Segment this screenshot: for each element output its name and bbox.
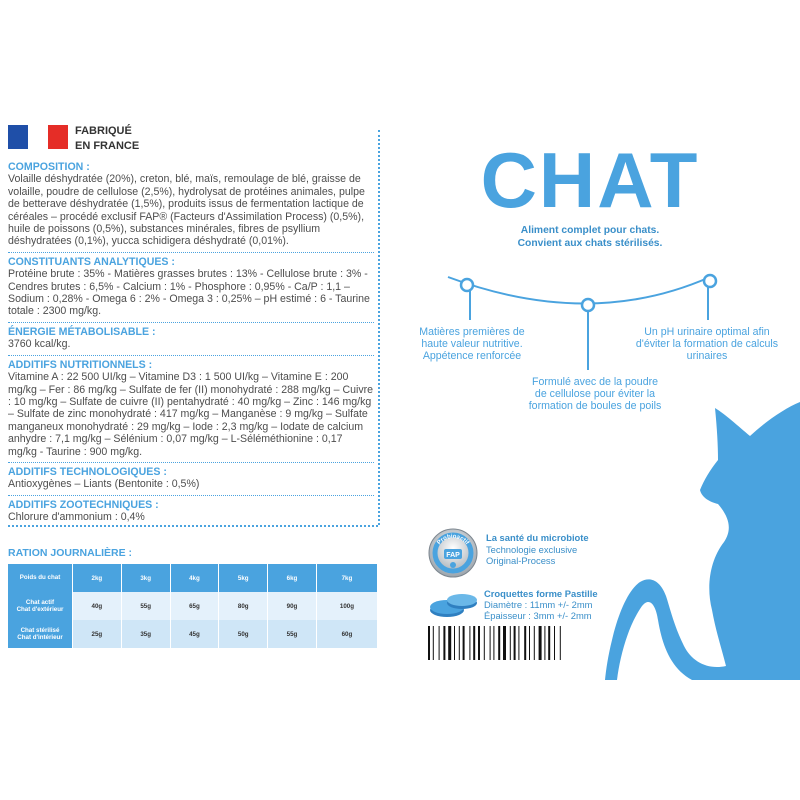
weight-cell: 4kg [170, 564, 219, 592]
analytiques-title: CONSTITUANTS ANALYTIQUES : [8, 255, 175, 268]
benefit-line: d'éviter la formation de calculs [635, 338, 779, 350]
benefit-line: Appétence renforcée [422, 350, 522, 362]
ration-cell: 60g [316, 620, 377, 648]
microbiote-title: La santé du microbiote [486, 532, 589, 543]
ration-cell: 45g [170, 620, 219, 648]
weight-cell: 5kg [219, 564, 268, 592]
weight-cell: 7kg [316, 564, 377, 592]
microbiote-line2: Original-Process [486, 555, 556, 566]
kibble-pastille-icon [428, 590, 480, 620]
horizontal-divider [8, 525, 378, 527]
product-title: CHAT [480, 136, 700, 224]
composition-text: Volaille déshydratée (20%), creton, blé, maïs, remoulage de blé, graisse de volaille, poudre de cellulose (2,5%), hydrolysat de protéines animales, pulpe de betterave déshydratée (1,5%), produits issus de fermentation lactique de céréales – procédé exclusif FAP® (Facteurs d'Assimilation Process) (0,5%), huile de poissons (0,5%), substances minérales, fibres de psyllium déshydratées (0,1%), yucca schidigera déshydraté (0,01%). [8, 173, 365, 248]
ration-cell: 80g [219, 592, 268, 620]
ration-cell: 100g [316, 592, 377, 620]
weight-cell: 2kg [73, 564, 122, 592]
ration-cell: 55g [268, 620, 317, 648]
section-divider [8, 252, 374, 253]
ration-cell: 35g [121, 620, 170, 648]
nutritionnels-text: Vitamine A : 22 500 UI/kg – Vitamine D3 : 1 500 UI/kg – Vitamine E : 200 mg/kg – Fer : 86 mg/kg – Sulfate de fer (II) monohydraté : 288 mg/kg – Cuivre : 10 mg/kg – Sulfate de cuivre (II) pentahydraté : 40 mg/kg – Zinc : 146 mg/kg – Sulfate de zinc monohydraté : 417 mg/kg – Manganèse : 9 mg/kg – Sulfate manganeux monohydraté : 29 mg/kg – Iode : 2,3 mg/kg – Iodate de calcium anhydre : 7,1 mg/kg – Sélénium : 0,07 mg/kg – L-Séléméthionine : 0,17 mg/kg - Taurine : 900 mg/kg. [8, 371, 374, 458]
section-divider [8, 462, 374, 463]
croquettes-title: Croquettes forme Pastille [484, 588, 598, 599]
nutritionnels-title: ADDITIFS NUTRITIONNELS : [8, 358, 153, 371]
fap-badge-text: FAP [446, 552, 460, 559]
ration-row-actif [8, 592, 378, 620]
origin-line2: EN FRANCE [75, 140, 140, 152]
weight-header: Poids du chat [8, 564, 73, 592]
row-label [8, 592, 73, 620]
weight-cell: 3kg [121, 564, 170, 592]
row-label-line2: Chat d'extérieur [16, 606, 64, 613]
row-label [8, 620, 73, 648]
probioactif-arc-text: Probioactif [436, 533, 470, 547]
section-divider [8, 355, 374, 356]
ration-table [8, 564, 378, 648]
ration-cell: 90g [268, 592, 317, 620]
ration-cell: 25g [73, 620, 122, 648]
benefit-line: Matières premières de [419, 326, 525, 338]
zootechniques-text: Chlorure d'ammonium : 0,4% [8, 511, 145, 524]
benefit-line: urinaires [686, 350, 728, 362]
row-label-line1: Chat stérilisé [20, 626, 60, 634]
benefit-line: de cellulose pour éviter la [534, 388, 656, 400]
cat-silhouette-icon [600, 400, 800, 680]
croquettes-info [484, 588, 598, 621]
product-tagline [480, 224, 700, 250]
microbiote-info [486, 532, 589, 567]
section-divider [8, 322, 374, 323]
probioactif-fap-logo-icon [428, 528, 478, 578]
tagline-line1: Aliment complet pour chats. [520, 225, 660, 236]
tagline-line2: Convient aux chats stérilisés. [517, 238, 663, 249]
ingredients-panel [8, 161, 374, 524]
ration-cell: 50g [219, 620, 268, 648]
microbiote-line1: Technologie exclusive [486, 543, 578, 555]
benefit-line: formation de boules de poils [528, 400, 662, 412]
technologiques-text: Antioxygènes – Liants (Bentonite : 0,5%) [8, 478, 200, 491]
croquettes-diametre: Diamètre : 11mm +/- 2mm [484, 599, 593, 610]
energie-title: ÉNERGIE MÉTABOLISABLE : [8, 325, 156, 338]
composition-title: COMPOSITION : [8, 161, 90, 173]
technologiques-title: ADDITIFS TECHNOLOGIQUES : [8, 465, 167, 478]
french-flag-icon [8, 125, 68, 149]
benefit-line: haute valeur nutritive. [421, 338, 523, 350]
ration-row-sterilise [8, 620, 378, 648]
benefit-nutrition [404, 326, 540, 362]
weight-cell: 6kg [268, 564, 317, 592]
ration-title: RATION JOURNALIÈRE : [8, 547, 133, 559]
benefit-ph-urinaire [612, 326, 800, 362]
benefit-line: Formulé avec de la poudre [531, 376, 659, 388]
croquettes-epaisseur: Épaisseur : 3mm +/- 2mm [484, 610, 592, 621]
vertical-divider [378, 130, 380, 525]
barcode-icon [428, 626, 603, 660]
ration-cell: 55g [121, 592, 170, 620]
ration-cell: 65g [170, 592, 219, 620]
origin-line1: FABRIQUÉ [75, 125, 132, 137]
ration-cell: 40g [73, 592, 122, 620]
benefit-line: Un pH urinaire optimal afin [644, 326, 770, 338]
section-divider [8, 495, 374, 496]
ration-header-row [8, 564, 378, 592]
made-in-france-label [75, 124, 139, 154]
row-label-line2: Chat d'intérieur [17, 634, 63, 641]
energie-text: 3760 kcal/kg. [8, 338, 71, 351]
zootechniques-title: ADDITIFS ZOOTECHNIQUES : [8, 498, 159, 511]
analytiques-text: Protéine brute : 35% - Matières grasses brutes : 13% - Cellulose brute : 3% - Cendres brutes : 6,5% - Calcium : 1% - Phosphore : 0,95% - Ca/P : 1,1 – Sodium : 0,28% - Omega 6 : 2% - Omega 3 : 0,25% – pH estimé : 6 - Taurine totale : 2300 mg/kg. [8, 268, 370, 318]
row-label-line1: Chat actif [25, 598, 55, 606]
